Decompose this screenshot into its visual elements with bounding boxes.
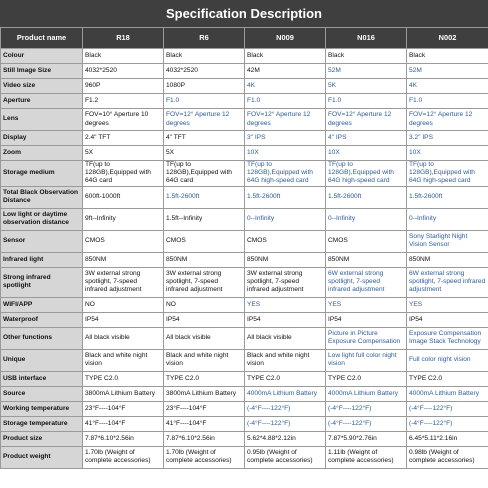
row-label: Display xyxy=(1,131,83,146)
table-row xyxy=(1,312,488,327)
spec-value-cell: F1.0 xyxy=(164,94,245,109)
spec-value-cell: FOV=12° Aperture 12 degrees xyxy=(164,109,245,131)
spec-value-cell: 41°F----104°F xyxy=(83,416,164,431)
spec-value-cell: Black xyxy=(164,49,245,64)
table-row xyxy=(1,327,488,349)
spec-value-cell: TF(up to 128GB),Equipped with 64G high-speed card xyxy=(407,161,488,187)
spec-value-cell: 3W external strong spotlight, 7-speed infrared adjustment xyxy=(83,267,164,297)
column-header-product: R18 xyxy=(83,28,164,49)
spec-value-cell: 7.87*5.90*2.76in xyxy=(326,431,407,446)
spec-value-cell: F1.2 xyxy=(83,94,164,109)
spec-value-cell: 1.5ft-2600ft xyxy=(326,186,407,208)
spec-value-cell: Black xyxy=(83,49,164,64)
table-row xyxy=(1,186,488,208)
table-row xyxy=(1,79,488,94)
spec-value-cell: 1.5ft-2600ft xyxy=(164,186,245,208)
spec-value-cell: 850NM xyxy=(326,252,407,267)
spec-value-cell: 4000mA Lithium Battery xyxy=(326,386,407,401)
spec-value-cell: (-4°F----122°F) xyxy=(407,416,488,431)
spec-value-cell: (-4°F----122°F) xyxy=(326,416,407,431)
spec-table-body xyxy=(1,49,488,469)
spec-value-cell: 1.5ft-2600ft xyxy=(407,186,488,208)
row-label: Working temperature xyxy=(1,401,83,416)
spec-value-cell: Low light full color night vision xyxy=(326,349,407,371)
spec-value-cell: 7.87*6.10*2.56in xyxy=(83,431,164,446)
spec-value-cell: 0--Infinity xyxy=(245,208,326,230)
spec-value-cell: 6W external strong spotlight, 7-speed infrared adjustment xyxy=(326,267,407,297)
spec-value-cell: (-4°F----122°F) xyxy=(245,401,326,416)
row-label: Product weight xyxy=(1,446,83,468)
row-label: Zoom xyxy=(1,146,83,161)
spec-value-cell: 0.98lb (Weight of complete accessories) xyxy=(407,446,488,468)
spec-table-header xyxy=(1,28,488,49)
spec-value-cell: YES xyxy=(326,297,407,312)
spec-value-cell: 3.2" IPS xyxy=(407,131,488,146)
spec-value-cell: NO xyxy=(83,297,164,312)
spec-value-cell: YES xyxy=(245,297,326,312)
spec-value-cell: TYPE C2.0 xyxy=(245,371,326,386)
spec-value-cell: 4032*2520 xyxy=(83,64,164,79)
spec-value-cell: All black visible xyxy=(83,327,164,349)
row-label: Total Black Observation Distance xyxy=(1,186,83,208)
spec-value-cell: 960P xyxy=(83,79,164,94)
spec-value-cell: FOV=12° Aperture 12 degrees xyxy=(326,109,407,131)
spec-value-cell: 6W external strong spotlight, 7-speed infrared adjustment xyxy=(407,267,488,297)
row-label: Storage temperature xyxy=(1,416,83,431)
spec-value-cell: IP54 xyxy=(245,312,326,327)
spec-value-cell: 850NM xyxy=(83,252,164,267)
spec-value-cell: 600ft-1000ft xyxy=(83,186,164,208)
column-header-product: R6 xyxy=(164,28,245,49)
spec-value-cell: TYPE C2.0 xyxy=(407,371,488,386)
row-label: Strong infrared spotlight xyxy=(1,267,83,297)
column-header-product: N002 xyxy=(407,28,488,49)
spec-value-cell: 850NM xyxy=(245,252,326,267)
spec-value-cell: 4" IPS xyxy=(326,131,407,146)
header-row xyxy=(1,28,488,49)
table-row xyxy=(1,146,488,161)
table-row xyxy=(1,94,488,109)
spec-value-cell: Full color night vision xyxy=(407,349,488,371)
spec-value-cell: 10X xyxy=(407,146,488,161)
row-label: Infrared light xyxy=(1,252,83,267)
row-label: Aperture xyxy=(1,94,83,109)
spec-value-cell: TYPE C2.0 xyxy=(326,371,407,386)
table-row xyxy=(1,49,488,64)
row-label: Still Image Size xyxy=(1,64,83,79)
table-row xyxy=(1,371,488,386)
spec-value-cell: 3" IPS xyxy=(245,131,326,146)
table-row xyxy=(1,208,488,230)
row-label: Source xyxy=(1,386,83,401)
spec-value-cell: F1.0 xyxy=(326,94,407,109)
column-header-product: N009 xyxy=(245,28,326,49)
spec-value-cell: IP54 xyxy=(326,312,407,327)
row-label: USB interface xyxy=(1,371,83,386)
spec-value-cell: 1.11lb (Weight of complete accessories) xyxy=(326,446,407,468)
row-label: Other functions xyxy=(1,327,83,349)
spec-value-cell: FOV=10° Aperture 10 degrees xyxy=(83,109,164,131)
table-row xyxy=(1,161,488,187)
table-row xyxy=(1,252,488,267)
spec-value-cell: 0--Infinity xyxy=(407,208,488,230)
spec-value-cell: (-4°F----122°F) xyxy=(326,401,407,416)
spec-value-cell: Picture in Picture Exposure Compensation xyxy=(326,327,407,349)
spec-value-cell: FOV=12° Aperture 12 degrees xyxy=(245,109,326,131)
row-label: Unique xyxy=(1,349,83,371)
spec-value-cell: 1.5ft-2600ft xyxy=(245,186,326,208)
spec-value-cell: F1.0 xyxy=(245,94,326,109)
spec-value-cell: 5X xyxy=(83,146,164,161)
spec-value-cell: IP54 xyxy=(83,312,164,327)
spec-table xyxy=(0,27,488,469)
spec-value-cell: 2.4" TFT xyxy=(83,131,164,146)
table-row xyxy=(1,109,488,131)
spec-value-cell: (-4°F----122°F) xyxy=(245,416,326,431)
spec-value-cell: (-4°F----122°F) xyxy=(407,401,488,416)
spec-value-cell: TYPE C2.0 xyxy=(164,371,245,386)
table-row xyxy=(1,401,488,416)
spec-value-cell: Black and white night vision xyxy=(83,349,164,371)
spec-value-cell: CMOS xyxy=(326,230,407,252)
row-label: Product size xyxy=(1,431,83,446)
row-label: WIFI/APP xyxy=(1,297,83,312)
spec-value-cell: 1080P xyxy=(164,79,245,94)
spec-value-cell: 3800mA Lithium Battery xyxy=(83,386,164,401)
spec-value-cell: 52M xyxy=(326,64,407,79)
spec-value-cell: 10X xyxy=(326,146,407,161)
spec-value-cell: 7.87*6.10*2.56in xyxy=(164,431,245,446)
spec-value-cell: 3800mA Lithium Battery xyxy=(164,386,245,401)
spec-value-cell: All black visible xyxy=(245,327,326,349)
table-row xyxy=(1,386,488,401)
spec-value-cell: 23°F----104°F xyxy=(83,401,164,416)
spec-value-cell: Black and white night vision xyxy=(245,349,326,371)
spec-value-cell: F1.0 xyxy=(407,94,488,109)
row-label: Storage medium xyxy=(1,161,83,187)
spec-value-cell: 5.62*4.88*2.12in xyxy=(245,431,326,446)
spec-value-cell: 1.70lb (Weight of complete accessories) xyxy=(83,446,164,468)
table-row xyxy=(1,267,488,297)
spec-value-cell: 1.70lb (Weight of complete accessories) xyxy=(164,446,245,468)
spec-value-cell: 4032*2520 xyxy=(164,64,245,79)
spec-value-cell: 5K xyxy=(326,79,407,94)
spec-value-cell: 4000mA Lithium Battery xyxy=(407,386,488,401)
spec-value-cell: 42M xyxy=(245,64,326,79)
table-row xyxy=(1,297,488,312)
spec-value-cell: 41°F----104°F xyxy=(164,416,245,431)
column-header-product-name: Product name xyxy=(1,28,83,49)
spec-value-cell: 4K xyxy=(407,79,488,94)
spec-value-cell: 3W external strong spotlight, 7-speed infrared adjustment xyxy=(164,267,245,297)
spec-value-cell: IP54 xyxy=(164,312,245,327)
spec-value-cell: 52M xyxy=(407,64,488,79)
spec-value-cell: 4" TFT xyxy=(164,131,245,146)
spec-value-cell: 0.95lb (Weight of complete accessories) xyxy=(245,446,326,468)
spec-value-cell: 3W external strong spotlight, 7-speed infrared adjustment xyxy=(245,267,326,297)
spec-value-cell: 23°F----104°F xyxy=(164,401,245,416)
spec-value-cell: 4000mA Lithium Battery xyxy=(245,386,326,401)
spec-value-cell: Black xyxy=(245,49,326,64)
spec-value-cell: 10X xyxy=(245,146,326,161)
table-row xyxy=(1,416,488,431)
table-row xyxy=(1,349,488,371)
spec-value-cell: TF(up to 128GB),Equipped with 64G high-speed card xyxy=(326,161,407,187)
row-label: Lens xyxy=(1,109,83,131)
spec-value-cell: TF(up to 128GB),Equipped with 64G card xyxy=(164,161,245,187)
row-label: Colour xyxy=(1,49,83,64)
spec-value-cell: NO xyxy=(164,297,245,312)
spec-value-cell: TF(up to 128GB),Equipped with 64G card xyxy=(83,161,164,187)
table-row xyxy=(1,446,488,468)
table-row xyxy=(1,230,488,252)
spec-value-cell: FOV=12° Aperture 12 degrees xyxy=(407,109,488,131)
spec-value-cell: 850NM xyxy=(407,252,488,267)
spec-value-cell: Black and white night vision xyxy=(164,349,245,371)
spec-value-cell: 5X xyxy=(164,146,245,161)
spec-value-cell: Exposure Compensation Image Stack Technology xyxy=(407,327,488,349)
spec-value-cell: 0--Infinity xyxy=(326,208,407,230)
spec-value-cell: 1.5ft--Infinity xyxy=(164,208,245,230)
spec-value-cell: 850NM xyxy=(164,252,245,267)
spec-value-cell: TYPE C2.0 xyxy=(83,371,164,386)
spec-value-cell: Black xyxy=(326,49,407,64)
spec-value-cell: Sony Starlight Night Vision Sensor xyxy=(407,230,488,252)
spec-value-cell: CMOS xyxy=(245,230,326,252)
spec-value-cell: 6.45*5.11*2.16in xyxy=(407,431,488,446)
spec-value-cell: TF(up to 128GB),Equipped with 64G high-speed card xyxy=(245,161,326,187)
spec-value-cell: YES xyxy=(407,297,488,312)
spec-value-cell: CMOS xyxy=(83,230,164,252)
row-label: Low light or daytime observation distance xyxy=(1,208,83,230)
row-label: Waterproof xyxy=(1,312,83,327)
spec-value-cell: All black visible xyxy=(164,327,245,349)
spec-value-cell: 4K xyxy=(245,79,326,94)
page-title: Specification Description xyxy=(0,0,488,27)
row-label: Video size xyxy=(1,79,83,94)
table-row xyxy=(1,431,488,446)
spec-value-cell: IP54 xyxy=(407,312,488,327)
spec-value-cell: Black xyxy=(407,49,488,64)
table-row xyxy=(1,131,488,146)
row-label: Sensor xyxy=(1,230,83,252)
spec-value-cell: 9ft--Infinity xyxy=(83,208,164,230)
spec-value-cell: CMOS xyxy=(164,230,245,252)
column-header-product: N016 xyxy=(326,28,407,49)
table-row xyxy=(1,64,488,79)
